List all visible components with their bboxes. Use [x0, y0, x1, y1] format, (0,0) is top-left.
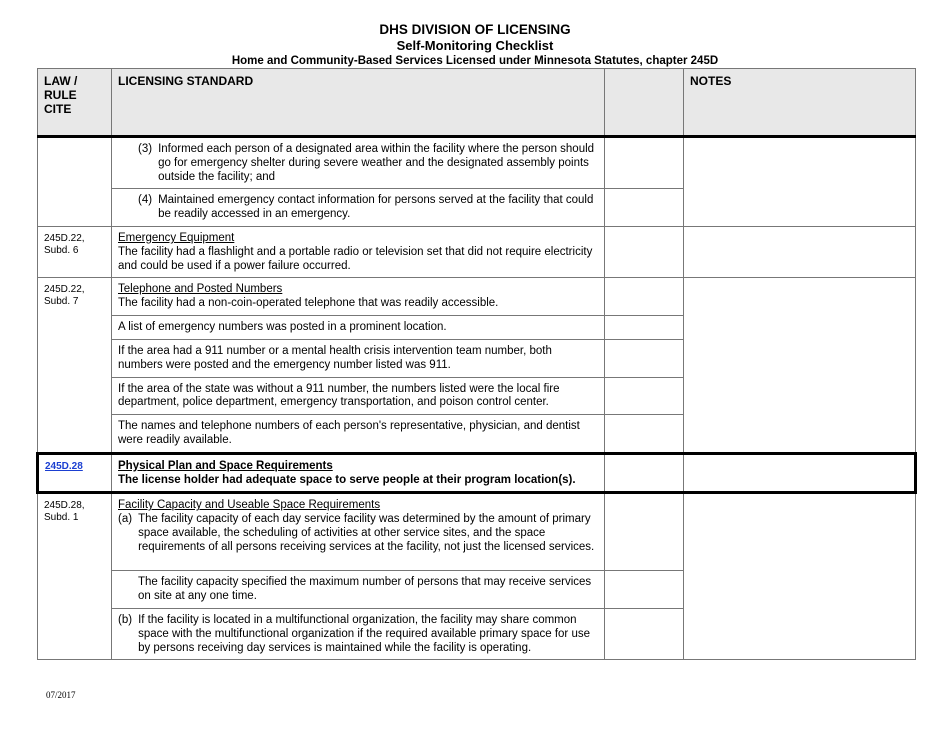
cite-cell [38, 137, 112, 227]
checklist-table [36, 68, 917, 660]
notes-cell[interactable] [684, 453, 916, 493]
table-header-row [38, 69, 916, 137]
statute-heading: Home and Community-Based Services Licensed under Minnesota Statutes, chapter 245D [231, 55, 719, 67]
document-subtitle: Self-Monitoring Checklist [396, 38, 554, 53]
check-cell[interactable] [605, 377, 684, 415]
check-cell[interactable] [605, 278, 684, 316]
table-row [38, 493, 916, 571]
table-row [38, 453, 916, 493]
standard-heading: Facility Capacity and Useable Space Requirements [118, 499, 381, 512]
standard-text: Informed each person of a designated area within the facility where the person should go for emergency shelter during severe weather and the designated assembly points outside the facility; and [158, 143, 595, 183]
column-header-standard: LICENSING STANDARD [118, 74, 254, 88]
notes-cell[interactable] [684, 278, 916, 453]
item-number: (b) [118, 613, 133, 626]
column-header-notes: NOTES [690, 74, 732, 88]
standard-text: A list of emergency numbers was posted in a prominent location. [118, 320, 447, 333]
standard-text: The facility capacity specified the maximum number of persons that may receive services on site at any one time. [138, 576, 592, 603]
check-cell[interactable] [605, 226, 684, 277]
standard-text: The facility had a non-coin-operated telephone that was readily accessible. [118, 297, 499, 310]
table-row [38, 226, 916, 277]
check-cell[interactable] [605, 453, 684, 493]
check-cell[interactable] [605, 315, 684, 339]
standard-text: The facility capacity of each day service facility was determined by the amount of primary space available, the scheduling of activities at other service sites, and the space requirements of all persons receiving services at the facility, not just the licensed services. [138, 513, 595, 553]
standard-text: The license holder had adequate space to serve people at their program location(s). [118, 473, 576, 486]
statute-link[interactable]: 245D.28 [45, 460, 83, 472]
standard-text: Maintained emergency contact information for persons served at the facility that could be readily accessed in an emergency. [158, 194, 594, 221]
check-cell[interactable] [605, 415, 684, 454]
cite-text: 245D.28, Subd. 1 [44, 500, 85, 524]
notes-cell[interactable] [684, 137, 916, 227]
check-cell[interactable] [605, 571, 684, 609]
standard-text: If the area of the state was without a 911 number, the numbers listed were the local fire department, police department, emergency transportation, and poison control center. [118, 382, 560, 409]
check-cell[interactable] [605, 189, 684, 227]
notes-cell[interactable] [684, 493, 916, 660]
standard-text: The facility had a flashlight and a portable radio or television set that did not require electricity and could be used if a power failure occurred. [118, 245, 593, 272]
column-header-cite: LAW / RULE CITE [44, 74, 78, 116]
standard-text: If the facility is located in a multifunctional organization, the facility may share common space with the multifunctional organization if the required available primary space for use by persons receiving day services is maintained while the facility is operating. [138, 613, 590, 654]
item-number: (4) [138, 194, 153, 207]
notes-cell[interactable] [684, 226, 916, 277]
column-header-check [605, 69, 683, 79]
item-number: (a) [118, 513, 133, 526]
check-cell[interactable] [605, 493, 684, 571]
standard-text: If the area had a 911 number or a mental health crisis intervention team number, both numbers were posted and the emergency number listed was 911. [118, 344, 552, 371]
check-cell[interactable] [605, 339, 684, 377]
table-row [38, 278, 916, 316]
footer-date: 07/2017 [46, 690, 76, 700]
cite-text: 245D.22, Subd. 6 [44, 232, 85, 256]
item-number: (3) [138, 143, 153, 155]
standard-text: The names and telephone numbers of each person's representative, physician, and dentist were readily available. [118, 420, 580, 446]
document-title: DHS DIVISION OF LICENSING [379, 22, 571, 37]
check-cell[interactable] [605, 608, 684, 659]
check-cell[interactable] [605, 137, 684, 189]
standard-heading: Physical Plan and Space Requirements [118, 459, 333, 472]
table-row [38, 137, 916, 189]
cite-text: 245D.22, Subd. 7 [44, 284, 85, 308]
standard-heading: Emergency Equipment [118, 231, 235, 244]
standard-heading: Telephone and Posted Numbers [118, 283, 283, 296]
